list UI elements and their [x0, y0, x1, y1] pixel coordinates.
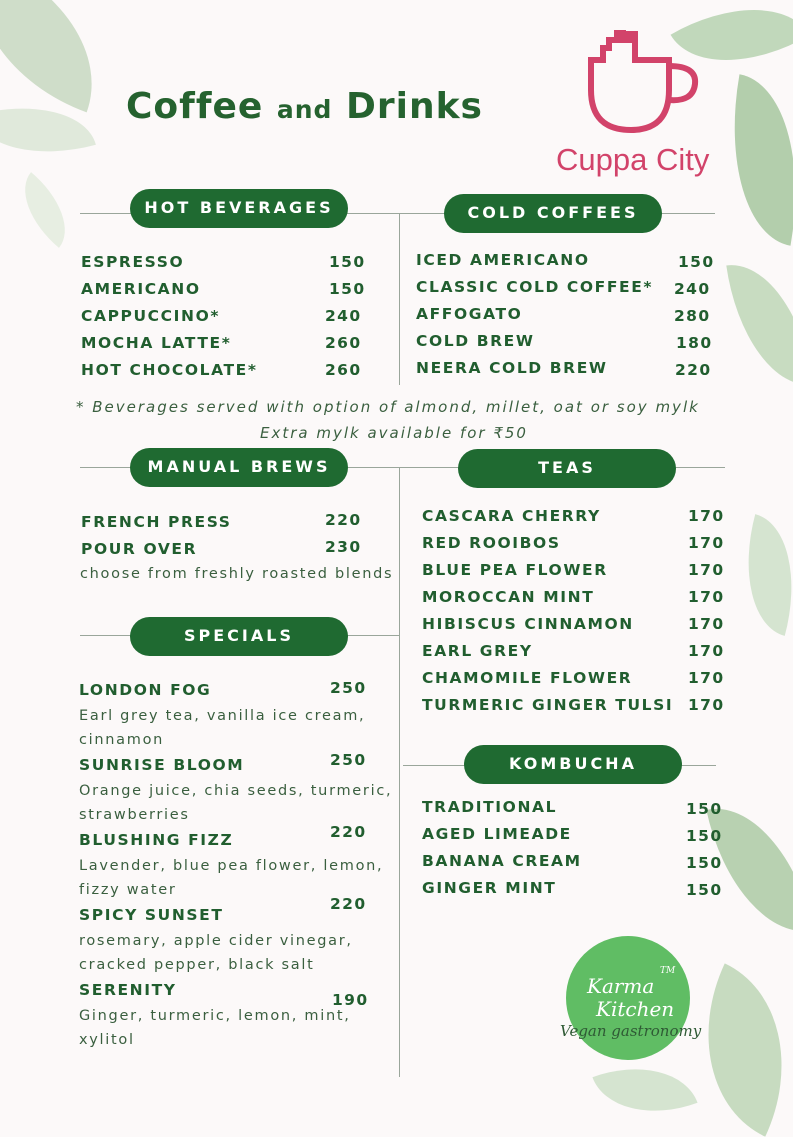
menu-item-desc: Earl grey tea, vanilla ice cream, cinnamon: [79, 708, 366, 748]
section-heading-kombucha: KOMBUCHA: [464, 745, 682, 784]
menu-item-name: TURMERIC GINGER TULSI: [422, 696, 674, 714]
menu-item-name: GINGER MINT: [422, 879, 557, 897]
menu-item-name: AGED LIMEADE: [422, 825, 572, 843]
menu-item-price: 170: [688, 696, 725, 714]
menu-item-price: 250: [330, 679, 367, 697]
menu-item-desc: Lavender, blue pea flower, lemon, fizzy water: [79, 858, 384, 898]
menu-item-price: 190: [332, 991, 369, 1009]
menu-item-name: BLUSHING FIZZ: [79, 831, 234, 849]
mylk-note: * Beverages served with option of almond, millet, oat or soy mylk: [76, 398, 700, 416]
menu-item-name: FRENCH PRESS: [81, 513, 232, 531]
section-heading-teas: TEAS: [458, 449, 676, 488]
menu-item-price: 260: [325, 334, 362, 352]
menu-item-name: CAPPUCCINO*: [81, 307, 221, 325]
menu-item-price: 150: [329, 253, 366, 271]
menu-item-name: LONDON FOG: [79, 681, 212, 699]
menu-item-price: 240: [674, 280, 711, 298]
menu-item-price: 150: [686, 800, 723, 818]
menu-item-name: RED ROOIBOS: [422, 534, 561, 552]
menu-item-price: 170: [688, 588, 725, 606]
menu-item-price: 170: [688, 642, 725, 660]
divider: [399, 213, 400, 385]
menu-item-name: ICED AMERICANO: [416, 251, 590, 269]
manual-note: choose from freshly roasted blends: [80, 566, 394, 582]
menu-item-price: 150: [329, 280, 366, 298]
menu-item-name: POUR OVER: [81, 540, 198, 558]
menu-item-name: CHAMOMILE FLOWER: [422, 669, 633, 687]
menu-item-price: 170: [688, 561, 725, 579]
section-heading-specials: SPECIALS: [130, 617, 348, 656]
menu-item-price: 250: [330, 751, 367, 769]
menu-item-price: 220: [330, 895, 367, 913]
brand-name: Cuppa City: [556, 142, 710, 177]
menu-item-name: BANANA CREAM: [422, 852, 582, 870]
menu-item-name: SERENITY: [79, 981, 177, 999]
menu-item-price: 180: [676, 334, 713, 352]
menu-item-price: 170: [688, 507, 725, 525]
menu-item-name: SPICY SUNSET: [79, 906, 224, 924]
menu-item-name: CLASSIC COLD COFFEE*: [416, 278, 654, 296]
menu-item-name: AMERICANO: [81, 280, 201, 298]
menu-item-name: SUNRISE BLOOM: [79, 756, 245, 774]
menu-item-price: 220: [330, 823, 367, 841]
menu-item-name: EARL GREY: [422, 642, 533, 660]
menu-item-price: 220: [675, 361, 712, 379]
karma-logo-word: Karma: [587, 974, 655, 998]
menu-item-price: 150: [686, 854, 723, 872]
menu-item-name: MOCHA LATTE*: [81, 334, 232, 352]
karma-logo-word: Kitchen: [596, 997, 675, 1021]
menu-item-price: 170: [688, 669, 725, 687]
menu-item-price: 280: [674, 307, 711, 325]
menu-item-price: 150: [678, 253, 715, 271]
menu-item-name: HOT CHOCOLATE*: [81, 361, 258, 379]
menu-item-price: 240: [325, 307, 362, 325]
menu-item-name: NEERA COLD BREW: [416, 359, 608, 377]
divider: [399, 467, 400, 1077]
cup-skyline-icon: [585, 30, 701, 140]
section-heading-hot: HOT BEVERAGES: [130, 189, 348, 228]
menu-item-name: CASCARA CHERRY: [422, 507, 601, 525]
menu-item-name: TRADITIONAL: [422, 798, 558, 816]
menu-item-price: 170: [688, 534, 725, 552]
menu-item-name: BLUE PEA FLOWER: [422, 561, 608, 579]
menu-item-name: MOROCCAN MINT: [422, 588, 595, 606]
menu-item-name: COLD BREW: [416, 332, 535, 350]
karma-tagline: Vegan gastronomy: [560, 1022, 702, 1040]
section-heading-cold: COLD COFFEES: [444, 194, 662, 233]
menu-item-desc: rosemary, apple cider vinegar, cracked pepper, black salt: [79, 933, 353, 973]
menu-item-desc: Ginger, turmeric, lemon, mint, xylitol: [79, 1008, 351, 1048]
menu-item-name: ESPRESSO: [81, 253, 185, 271]
extra-mylk-note: Extra mylk available for ₹50: [260, 424, 528, 442]
page-title: Coffee and Drinks: [126, 86, 483, 127]
menu-item-name: AFFOGATO: [416, 305, 523, 323]
menu-item-name: HIBISCUS CINNAMON: [422, 615, 634, 633]
menu-item-price: 230: [325, 538, 362, 556]
menu-item-price: 170: [688, 615, 725, 633]
menu-item-price: 260: [325, 361, 362, 379]
menu-item-desc: Orange juice, chia seeds, turmeric, strawberries: [79, 783, 393, 823]
menu-item-price: 150: [686, 881, 723, 899]
trademark-mark: TM: [660, 966, 676, 976]
menu-item-price: 220: [325, 511, 362, 529]
section-heading-manual: MANUAL BREWS: [130, 448, 348, 487]
menu-item-price: 150: [686, 827, 723, 845]
